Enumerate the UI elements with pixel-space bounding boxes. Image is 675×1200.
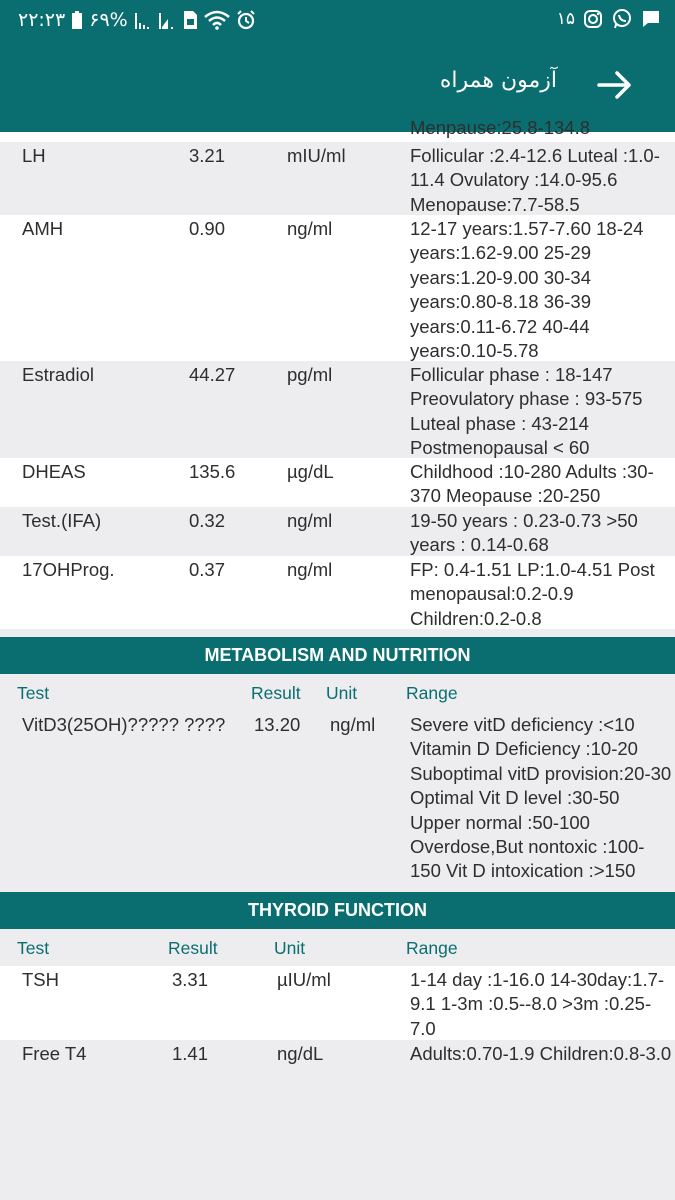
result-cell: 44.27 (189, 364, 236, 385)
range-cell: 19-50 years : 0.23-0.73 >50 years : 0.14-0.68 (410, 510, 638, 556)
table-row (0, 215, 675, 361)
test-cell: Estradiol (22, 364, 94, 385)
range-cell: Adults:0.70-1.9 Children:0.8-3.0 (410, 1043, 672, 1064)
wifi-icon (204, 10, 230, 30)
result-cell: 0.32 (189, 510, 226, 531)
status-bar (0, 0, 675, 40)
table-row (0, 142, 675, 215)
test-cell: DHEAS (22, 461, 86, 482)
result-cell: 1.41 (172, 1043, 209, 1064)
sim-icon (182, 10, 198, 30)
alarm-icon (236, 10, 256, 30)
unit-cell: ng/ml (330, 714, 376, 735)
range-cell: Follicular :2.4-12.6 Luteal :1.0-11.4 Ovulatory :14.0-95.6 Menopause:7.7-58.5 (410, 145, 660, 215)
result-cell: 0.90 (189, 218, 226, 239)
unit-cell: µIU/ml (277, 969, 331, 990)
range-cell: FP: 0.4-1.51 LP:1.0-4.51 Post menopausal:0.2-0.9 Children:0.2-0.8 (410, 559, 655, 629)
section-header-metabolism: METABOLISM AND NUTRITION (0, 637, 675, 674)
test-cell: TSH (22, 969, 59, 990)
test-cell: Test.(IFA) (22, 510, 102, 531)
range-cell: Menpause:25.8-134.8 (410, 117, 590, 138)
test-cell: VitD3(25OH)????? ???? (22, 714, 226, 735)
app-title: آزمون همراه (439, 68, 557, 93)
unit-cell: ng/ml (287, 510, 333, 531)
test-cell: AMH (22, 218, 64, 239)
header-range: Range (406, 938, 458, 958)
range-cell: 12-17 years:1.57-7.60 18-24 years:1.62-9.00 25-29 years:1.20-9.00 30-34 years:0.80-8.18 36-39 years:0.11-6.72 40-44 years:0.10-5.78 (410, 218, 644, 362)
table-row (0, 711, 675, 887)
result-cell: 3.31 (172, 969, 209, 990)
unit-cell: µg/dL (287, 461, 334, 482)
table-row (0, 458, 675, 507)
column-headers (0, 677, 675, 709)
table-row-partial (0, 117, 675, 142)
range-cell: 1-14 day :1-16.0 14-30day:1.7-9.1 1-3m :0.5--8.0 >3m :0.25-7.0 (410, 969, 665, 1039)
header-test: Test (17, 938, 50, 958)
result-cell: 3.21 (189, 145, 226, 166)
arrow-right-icon[interactable] (595, 67, 635, 103)
header-unit: Unit (274, 938, 306, 958)
signal-icon (158, 11, 176, 29)
header-test: Test (17, 683, 50, 703)
range-cell: Childhood :10-280 Adults :30-370 Meopause :20-250 (410, 461, 654, 507)
result-cell: 135.6 (189, 461, 236, 482)
test-cell: LH (22, 145, 46, 166)
range-cell: Follicular phase : 18-147 Preovulatory phase : 93-575 Luteal phase : 43-214 Postmenopausal < 60 (410, 364, 643, 459)
whatsapp-icon (611, 8, 633, 30)
clock: ۲۲:۲۳ (18, 9, 66, 31)
table-row (0, 1040, 675, 1100)
notification-count: ۱۵ (556, 9, 575, 29)
result-cell: 13.20 (254, 714, 301, 735)
battery-icon (71, 10, 83, 30)
table-row (0, 507, 675, 556)
battery-percent: ۶۹% (89, 9, 128, 31)
header-unit: Unit (326, 683, 358, 703)
table-row (0, 361, 675, 458)
status-left (18, 9, 256, 31)
unit-cell: pg/ml (287, 364, 333, 385)
instagram-icon (583, 9, 603, 29)
unit-cell: mIU/ml (287, 145, 346, 166)
range-cell: Severe vitD deficiency :<10 Vitamin D Deficiency :10-20 Suboptimal vitD provision:20-30 Optimal Vit D level :30-50 Upper normal :50-100 Overdose,But nontoxic :100-150 Vit D intoxication :>150 (410, 714, 672, 882)
result-cell: 0.37 (189, 559, 226, 580)
header-range: Range (406, 683, 458, 703)
status-right (557, 8, 661, 30)
table-row (0, 966, 675, 1040)
header-result: Result (251, 683, 301, 703)
section-header-thyroid: THYROID FUNCTION (0, 892, 675, 929)
test-cell: 17OHProg. (22, 559, 115, 580)
signal-icon (134, 11, 152, 29)
message-icon (641, 9, 661, 29)
unit-cell: ng/ml (287, 559, 333, 580)
table-row (0, 556, 675, 629)
unit-cell: ng/ml (287, 218, 333, 239)
header-result: Result (168, 938, 218, 958)
column-headers (0, 932, 675, 964)
test-cell: Free T4 (22, 1043, 87, 1064)
unit-cell: ng/dL (277, 1043, 324, 1064)
